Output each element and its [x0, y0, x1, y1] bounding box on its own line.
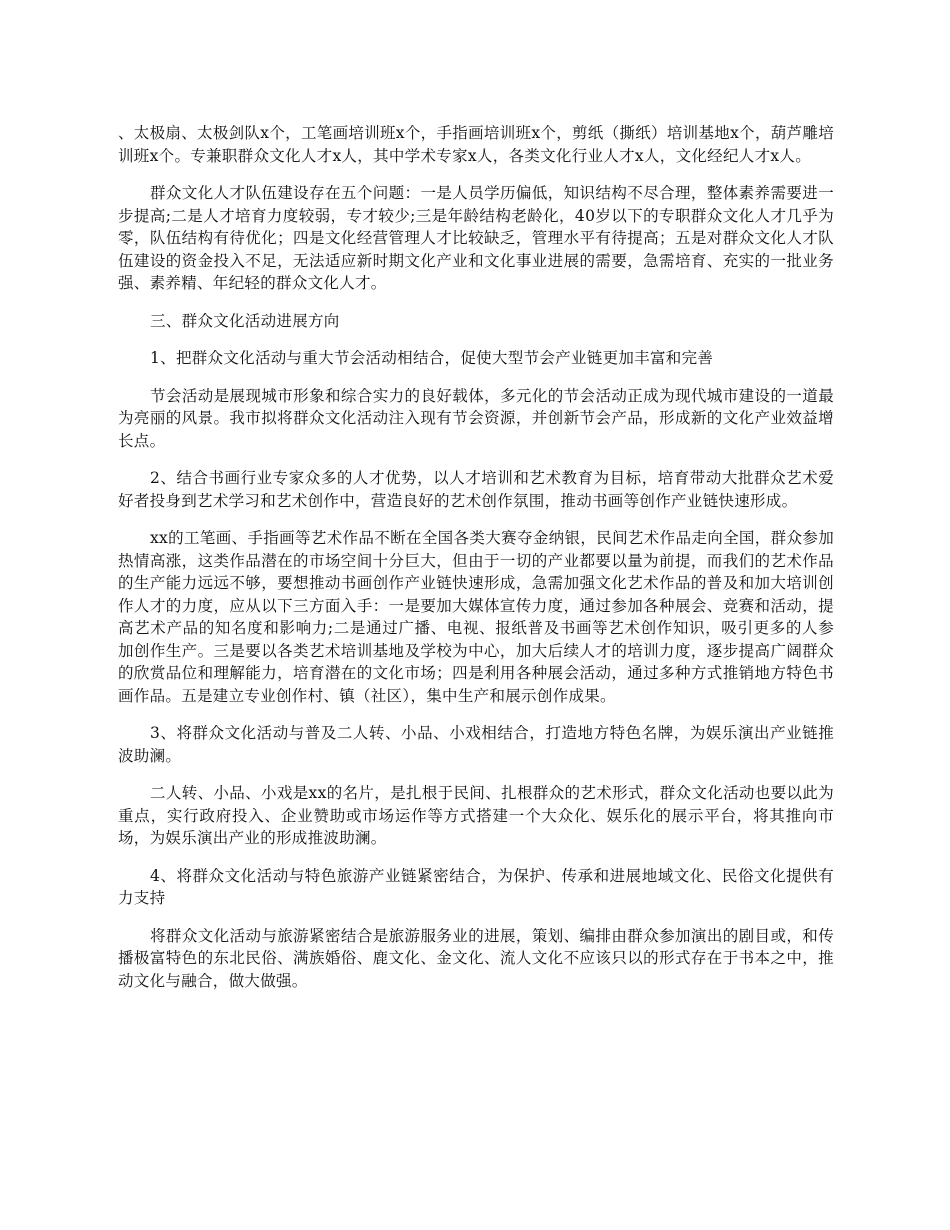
- paragraph-7: xx的工笔画、手指画等艺术作品不断在全国各类大赛夺金纳银，民间艺术作品走向全国，群众参加热情高涨，这类作品潜在的市场空间十分巨大，但由于一切的产业都要以量为前提，而我们的艺术作品的生产能力远远不够，要想推动书画创作产业链快速形成，急需加强文化艺术作品的普及和加大培训创作人才的力度，应从以下三方面入手：一是要加大媒体宣传力度，通过参加各种展会、竞赛和活动，提高艺术产品的知名度和影响力;二是通过广播、电视、报纸普及书画等艺术创作知识，吸引更多的人参加创作生产。三是要以各类艺术培训基地及学校为中心，加大后续人才的培训力度，逐步提高广阔群众的欣赏品位和理解能力，培育潜在的文化市场；四是利用各种展会活动，通过多种方式推销地方特色书画作品。五是建立专业创作村、镇（社区），集中生产和展示创作成果。: [118, 529, 834, 705]
- document-page: [118, 122, 834, 1007]
- section-heading: 三、群众文化活动进展方向: [150, 311, 340, 330]
- paragraph-2: 群众文化人才队伍建设存在五个问题：一是人员学历偏低，知识结构不尽合理，整体素养需要进一步提高;二是人才培育力度较弱，专才较少;三是年龄结构老龄化，40岁以下的专职群众文化人才几乎为零，队伍结构有待优化；四是文化经营管理人才比较缺乏，管理水平有待提高；五是对群众文化人才队伍建设的资金投入不足，无法适应新时期文化产业和文化事业进展的需要，急需培育、充实的一批业务强、素养精、年纪轻的群众文化人才。: [118, 184, 834, 292]
- item-heading-4: 4、将群众文化活动与特色旅游产业链紧密结合，为保护、传承和进展地域文化、民俗文化提供有力支持: [118, 866, 834, 907]
- paragraph-1: 、太极扇、太极剑队x个，工笔画培训班x个，手指画培训班x个，剪纸（撕纸）培训基地x个，葫芦雕培训班x个。专兼职群众文化人才x人，其中学术专家x人，各类文化行业人才x人，文化经纪人才x人。: [118, 124, 834, 165]
- item-heading-1: 1、把群众文化活动与重大节会活动相结合，促使大型节会产业链更加丰富和完善: [150, 349, 714, 367]
- paragraph-9: 二人转、小品、小戏是xx的名片，是扎根于民间、扎根群众的艺术形式，群众文化活动也要以此为重点，实行政府投入、企业赞助或市场运作等方式搭建一个大众化、娱乐化的展示平台，将其推向市场，为娱乐演出产业的形成推波助澜。: [118, 784, 834, 847]
- item-heading-3: 3、将群众文化活动与普及二人转、小品、小戏相结合，打造地方特色名牌，为娱乐演出产业链推波助澜。: [118, 724, 834, 765]
- item-heading-2: 2、结合书画行业专家众多的人才优势，以人才培训和艺术教育为目标，培育带动大批群众艺术爱好者投身到艺术学习和艺术创作中，营造良好的艺术创作氛围，推动书画等创作产业链快速形成。: [118, 469, 834, 510]
- paragraph-11: 将群众文化活动与旅游紧密结合是旅游服务业的进展，策划、编排由群众参加演出的剧目或，和传播极富特色的东北民俗、满族婚俗、鹿文化、金文化、流人文化不应该只以的形式存在于书本之中，推动文化与融合，做大做强。: [118, 926, 834, 990]
- paragraph-5: 节会活动是展现城市形象和综合实力的良好载体，多元化的节会活动正成为现代城市建设的一道最为亮丽的风景。我市拟将群众文化活动注入现有节会资源，并创新节会产品，形成新的文化产业效益增长点。: [118, 386, 834, 450]
